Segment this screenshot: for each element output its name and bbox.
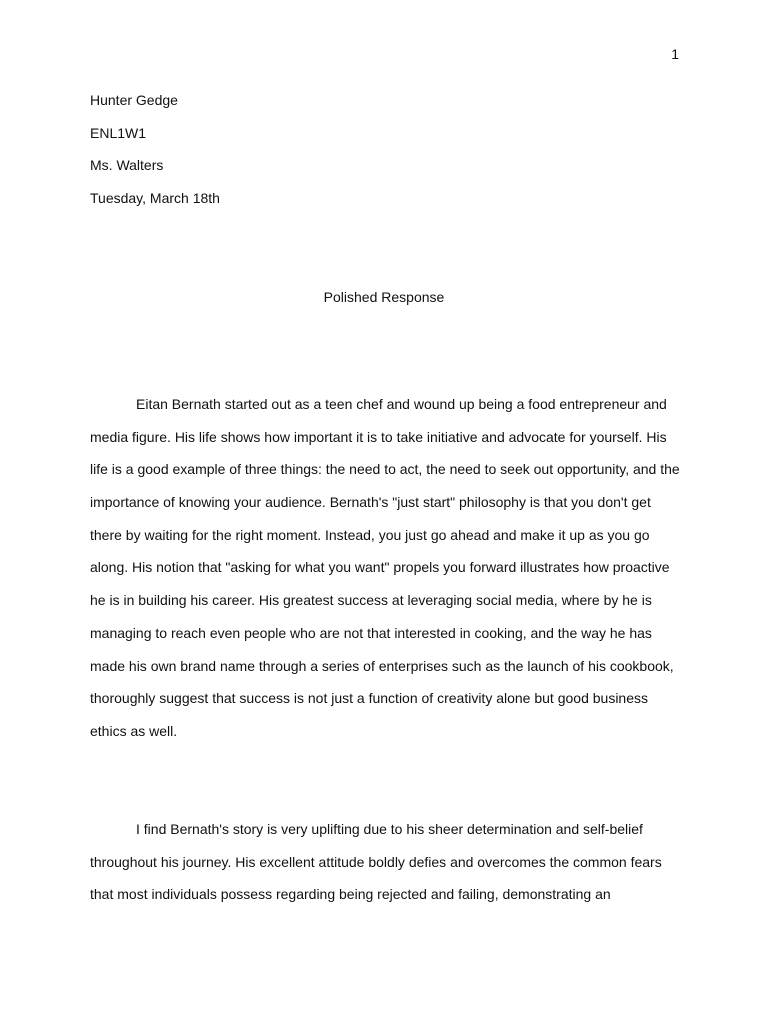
page-number: 1 (671, 46, 679, 62)
paragraph-line: ethics as well. (90, 722, 178, 739)
paragraph-line: thoroughly suggest that success is not just a function of creativity alone but good business (90, 690, 648, 707)
paragraph-line: that most individuals possess regarding being rejected and failing, demonstrating an (90, 886, 611, 903)
course-code: ENL1W1 (90, 124, 147, 141)
paragraph-line: there by waiting for the right moment. Instead, you just go ahead and make it up as you go (90, 526, 650, 543)
heading-block (90, 92, 680, 223)
author-name: Hunter Gedge (90, 92, 178, 108)
paragraph-line: importance of knowing your audience. Bernath's "just start" philosophy is that you don't get (90, 494, 651, 511)
paragraph-line: I find Bernath's story is very uplifting due to his sheer determination and self-belief (136, 821, 643, 837)
paragraph-line: life is a good example of three things: the need to act, the need to seek out opportunity, and the (90, 461, 680, 478)
paragraph-line: he is in building his career. His greatest success at leveraging social media, where by he is (90, 592, 652, 609)
instructor-name: Ms. Walters (90, 157, 164, 174)
body-paragraph (90, 396, 678, 756)
paragraph-line: Eitan Bernath started out as a teen chef and wound up being a food entrepreneur and (136, 396, 667, 412)
paragraph-line: throughout his journey. His excellent attitude boldly defies and overcomes the common fears (90, 853, 662, 870)
paragraph-line: made his own brand name through a series of enterprises such as the launch of his cookbook, (90, 657, 674, 674)
document-title: Polished Response (323, 289, 445, 305)
assignment-date: Tuesday, March 18th (90, 190, 220, 207)
paragraph-line: along. His notion that "asking for what you want" propels you forward illustrates how proactive (90, 559, 670, 576)
paragraph-line: media figure. His life shows how important it is to take initiative and advocate for yourself. His (90, 428, 667, 445)
body-paragraph (90, 821, 678, 919)
paragraph-line: managing to reach even people who are not that interested in cooking, and the way he has (90, 624, 652, 641)
